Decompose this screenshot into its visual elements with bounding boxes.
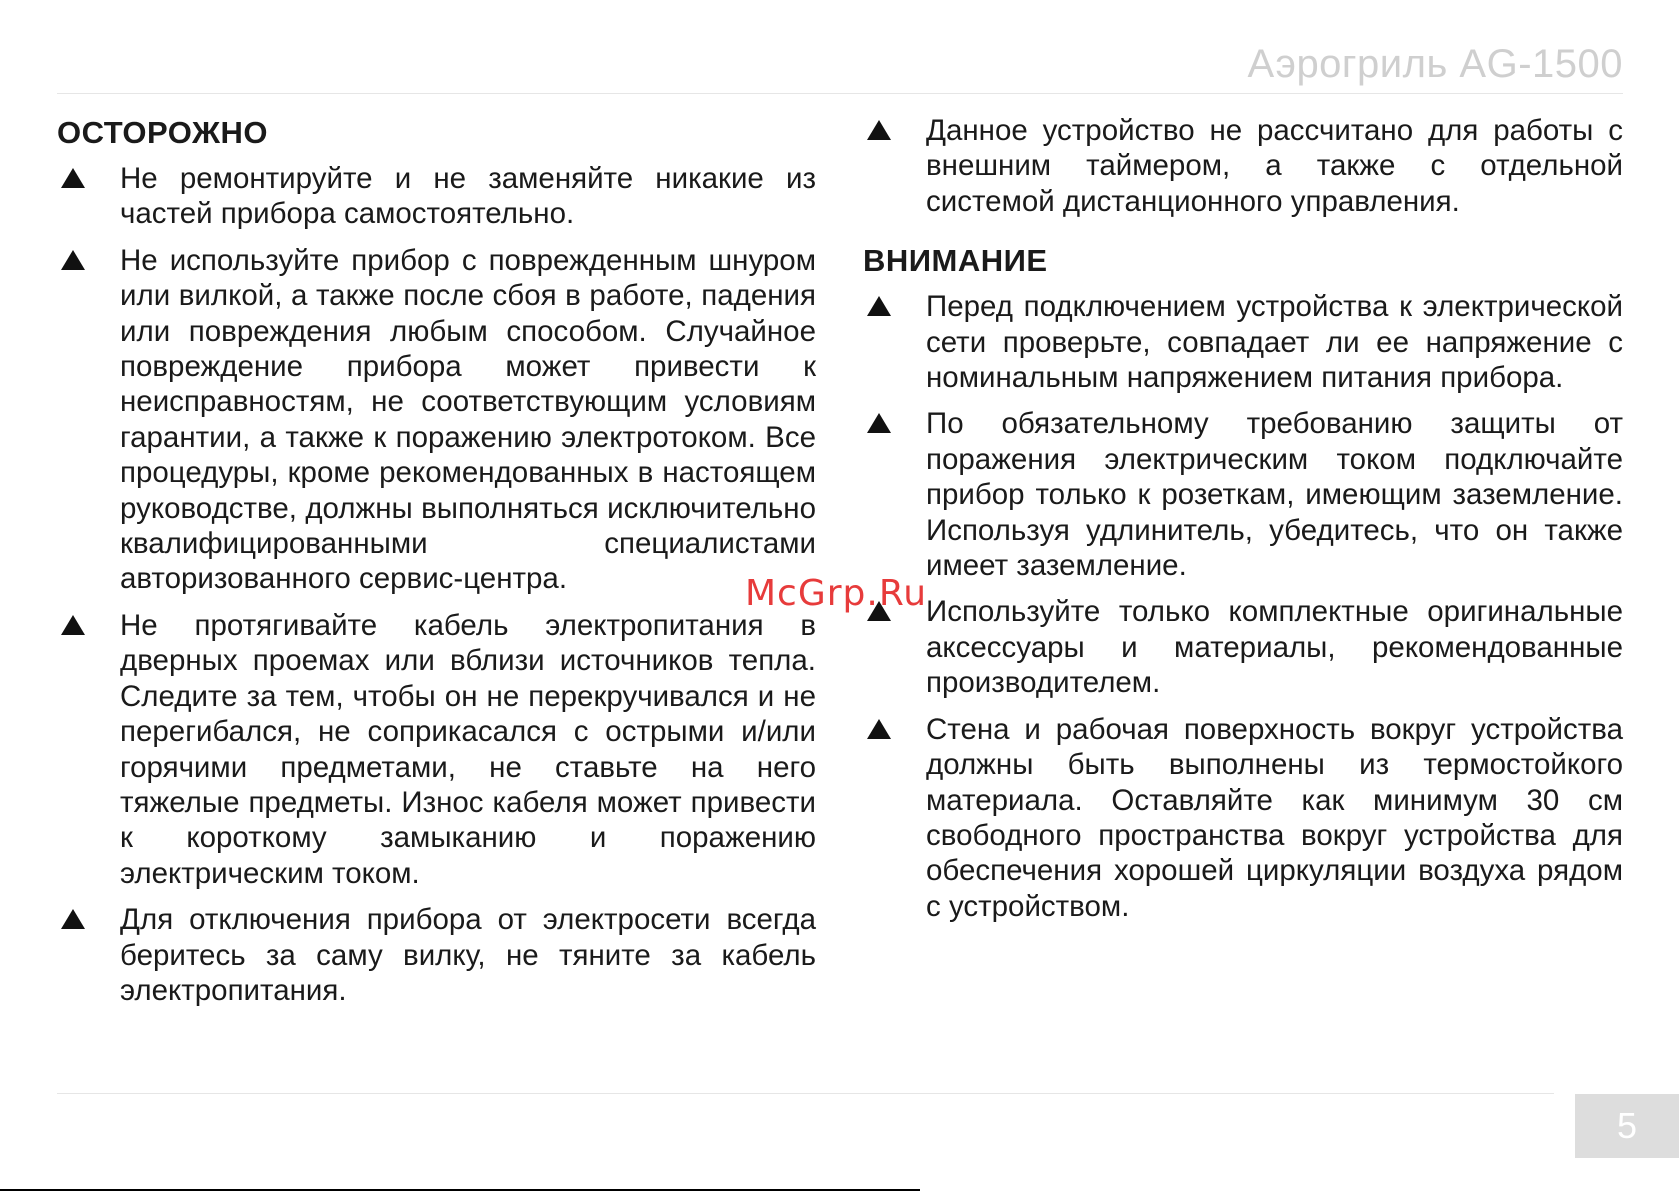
bottom-border-line	[0, 1189, 920, 1191]
continued-caution-list	[863, 113, 1623, 219]
list-item	[863, 594, 1623, 700]
warning-triangle-icon	[61, 168, 85, 188]
right-column	[863, 113, 1623, 935]
warning-triangle-icon	[61, 909, 85, 929]
warning-triangle-icon	[867, 296, 891, 316]
list-item	[863, 712, 1623, 924]
list-item	[863, 289, 1623, 395]
list-item-text: Не протягивайте кабель электропитания в дверных проемах или вблизи источников тепла. Следите за тем, чтобы он не перекручивался и не перегибался, не соприкасался с острыми и/или горячими предметами, не ставьте на него тяжелые предметы. Износ кабеля может привести к короткому замыканию и поражению электрическим током.	[120, 608, 816, 890]
list-item-text: Не используйте прибор с поврежденным шнуром или вилкой, а также после сбоя в работе, падения или повреждения любым способом. Случайное повреждение прибора может привести к неисправностям, не соответствующим условиям гарантии, а также к поражению электротоком. Все процедуры, кроме рекомендованных в настоящем руководстве, должны выполняться исключительно квалифицированными специалистами авторизованного сервис-центра.	[120, 243, 816, 596]
list-item	[863, 113, 1623, 219]
attention-heading: ВНИМАНИЕ	[863, 243, 1048, 279]
list-item	[57, 608, 816, 891]
list-item-text: Перед подключением устройства к электрической сети проверьте, совпадает ли ее напряжение с номинальным напряжением питания прибора.	[926, 290, 1623, 395]
caution-list	[57, 161, 816, 1008]
footer-divider	[57, 1093, 1554, 1094]
list-item-text: Используйте только комплектные оригинальные аксессуары и материалы, рекомендованные производителем.	[926, 595, 1623, 700]
page-number: 5	[1575, 1094, 1679, 1158]
caution-heading: ОСТОРОЖНО	[57, 115, 268, 150]
list-item	[57, 902, 816, 1008]
list-item-text: Данное устройство не рассчитано для работы с внешним таймером, а также с отдельной системой дистанционного управления.	[926, 114, 1623, 218]
document-header-title: Аэрогриль AG-1500	[1247, 42, 1623, 86]
warning-triangle-icon	[867, 413, 891, 433]
list-item-text: По обязательному требованию защиты от поражения электрическим током подключайте прибор только к розеткам, имеющим заземление. Используя удлинитель, убедитесь, что он также имеет заземление.	[926, 407, 1623, 583]
warning-triangle-icon	[61, 250, 85, 270]
list-item	[863, 406, 1623, 583]
warning-triangle-icon	[61, 615, 85, 635]
list-item-text: Стена и рабочая поверхность вокруг устройства должны быть выполнены из термостойкого материала. Оставляйте как минимум 30 см свободного пространства вокруг устройства для обеспечения хорошей циркуляции воздуха рядом с устройством.	[926, 712, 1623, 923]
header-divider	[57, 93, 1623, 94]
attention-list	[863, 289, 1623, 924]
list-item	[57, 161, 816, 232]
list-item-text: Для отключения прибора от электросети всегда беритесь за саму вилку, не тяните за кабель электропитания.	[120, 903, 816, 1007]
warning-triangle-icon	[867, 719, 891, 739]
list-item	[57, 243, 816, 597]
list-item-text: Не ремонтируйте и не заменяйте никакие из частей прибора самостоятельно.	[120, 162, 816, 231]
watermark: McGrp.Ru	[745, 573, 928, 614]
warning-triangle-icon	[867, 120, 891, 140]
left-column	[57, 113, 816, 1019]
